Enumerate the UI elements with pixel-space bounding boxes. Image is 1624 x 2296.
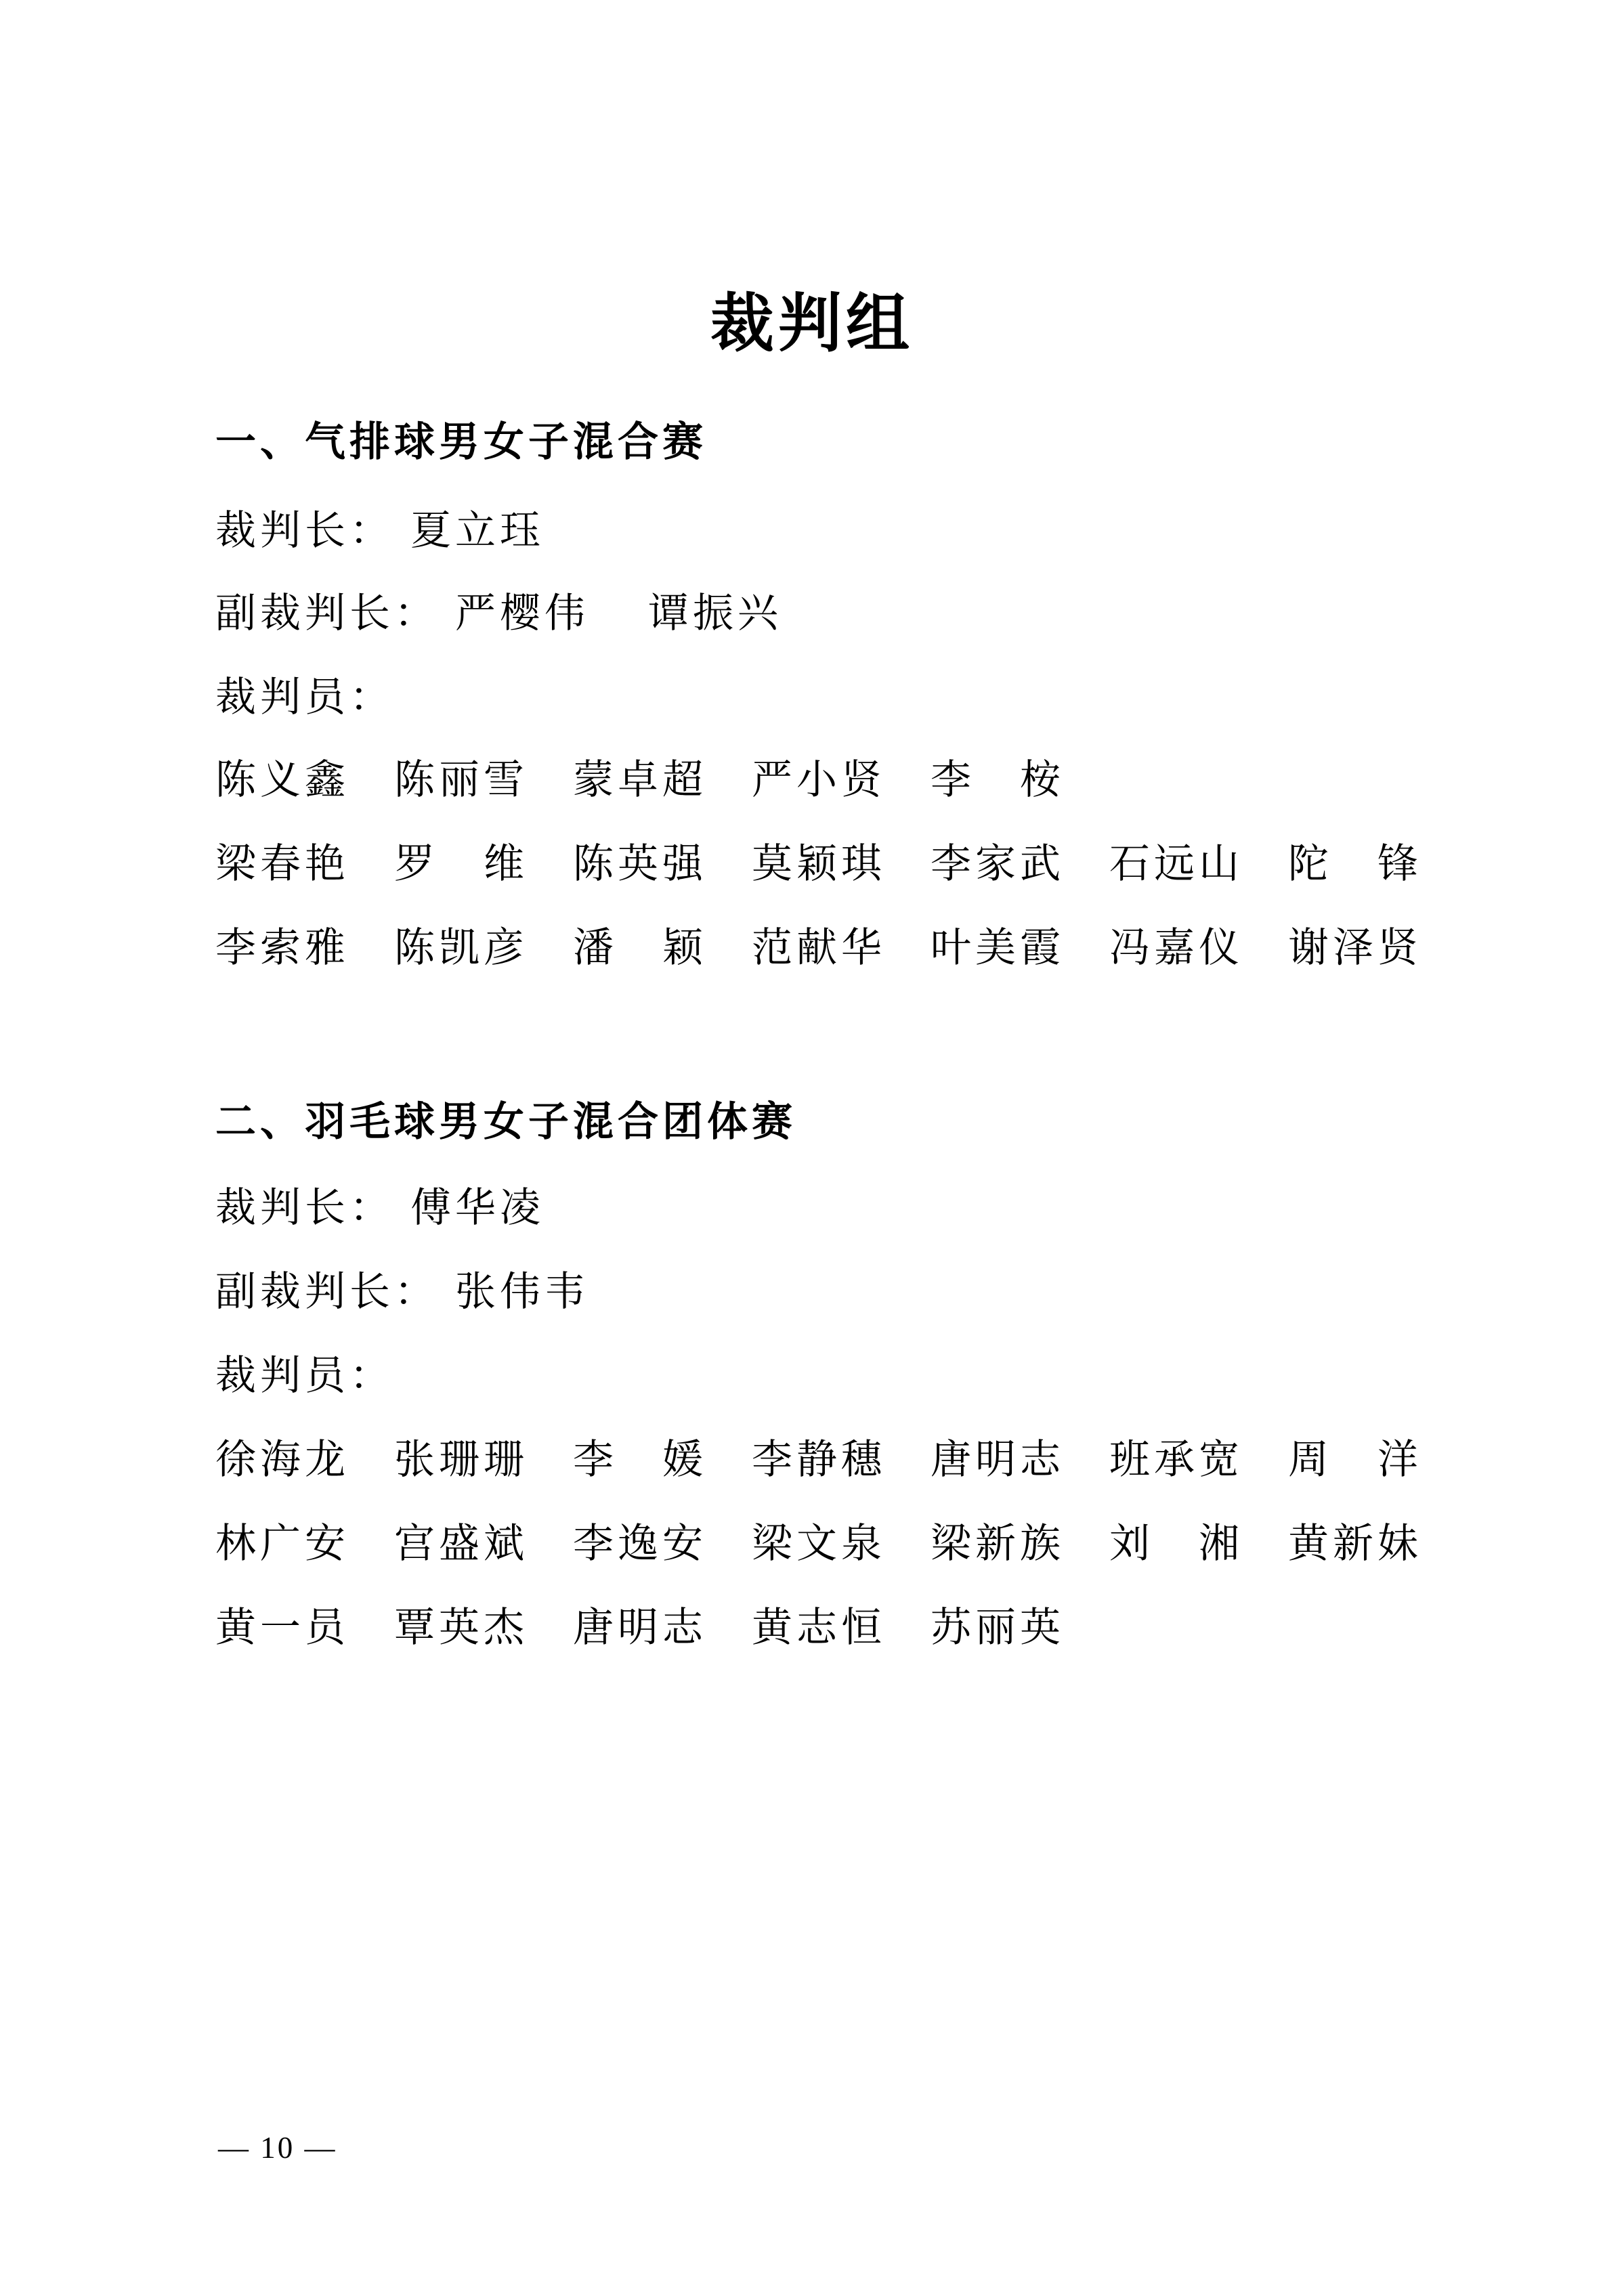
deputy-referee-label: 副裁判长： [215,1270,439,1314]
referee-row: 李索雅 陈凯彦 潘 颖 范献华 叶美霞 冯嘉仪 谢泽贤 [215,926,1422,970]
referee-row: 徐海龙 张珊珊 李 媛 李静穗 唐明志 班承宽 周 洋 [215,1437,1422,1482]
section-2-deputy-referee-line [215,1269,589,1316]
deputy-referee-names: 严樱伟 谭振兴 [455,591,782,636]
chief-referee-name: 夏立珏 [410,508,544,553]
chief-referee-label: 裁判长： [215,508,394,553]
section-1-heading: 一、气排球男女子混合赛 [215,419,707,464]
referee-row: 梁春艳 罗 维 陈英强 莫颖琪 李家武 石远山 陀 锋 [215,842,1422,886]
section-1-referees-label: 裁判员： [215,675,394,720]
section-1-chief-referee-line [215,508,544,555]
chief-referee-name: 傅华凌 [410,1186,544,1230]
referee-row: 陈义鑫 陈丽雪 蒙卓超 严小贤 李 桉 [215,758,1065,802]
section-2-referees-label: 裁判员： [215,1353,394,1398]
section-2-chief-referee-line [215,1185,544,1232]
referee-row: 林广安 宫盛斌 李逸安 梁文泉 梁新族 刘 湘 黄新妹 [215,1521,1422,1566]
page-title: 裁判组 [710,289,914,360]
deputy-referee-label: 副裁判长： [215,591,439,636]
section-2-heading: 二、羽毛球男女子混合团体赛 [215,1099,796,1144]
deputy-referee-names: 张伟韦 [455,1270,589,1314]
chief-referee-label: 裁判长： [215,1186,394,1230]
page-number: — 10 — [218,2131,337,2165]
section-1-deputy-referee-line [215,590,782,637]
referee-row: 黄一员 覃英杰 唐明志 黄志恒 苏丽英 [215,1605,1065,1650]
